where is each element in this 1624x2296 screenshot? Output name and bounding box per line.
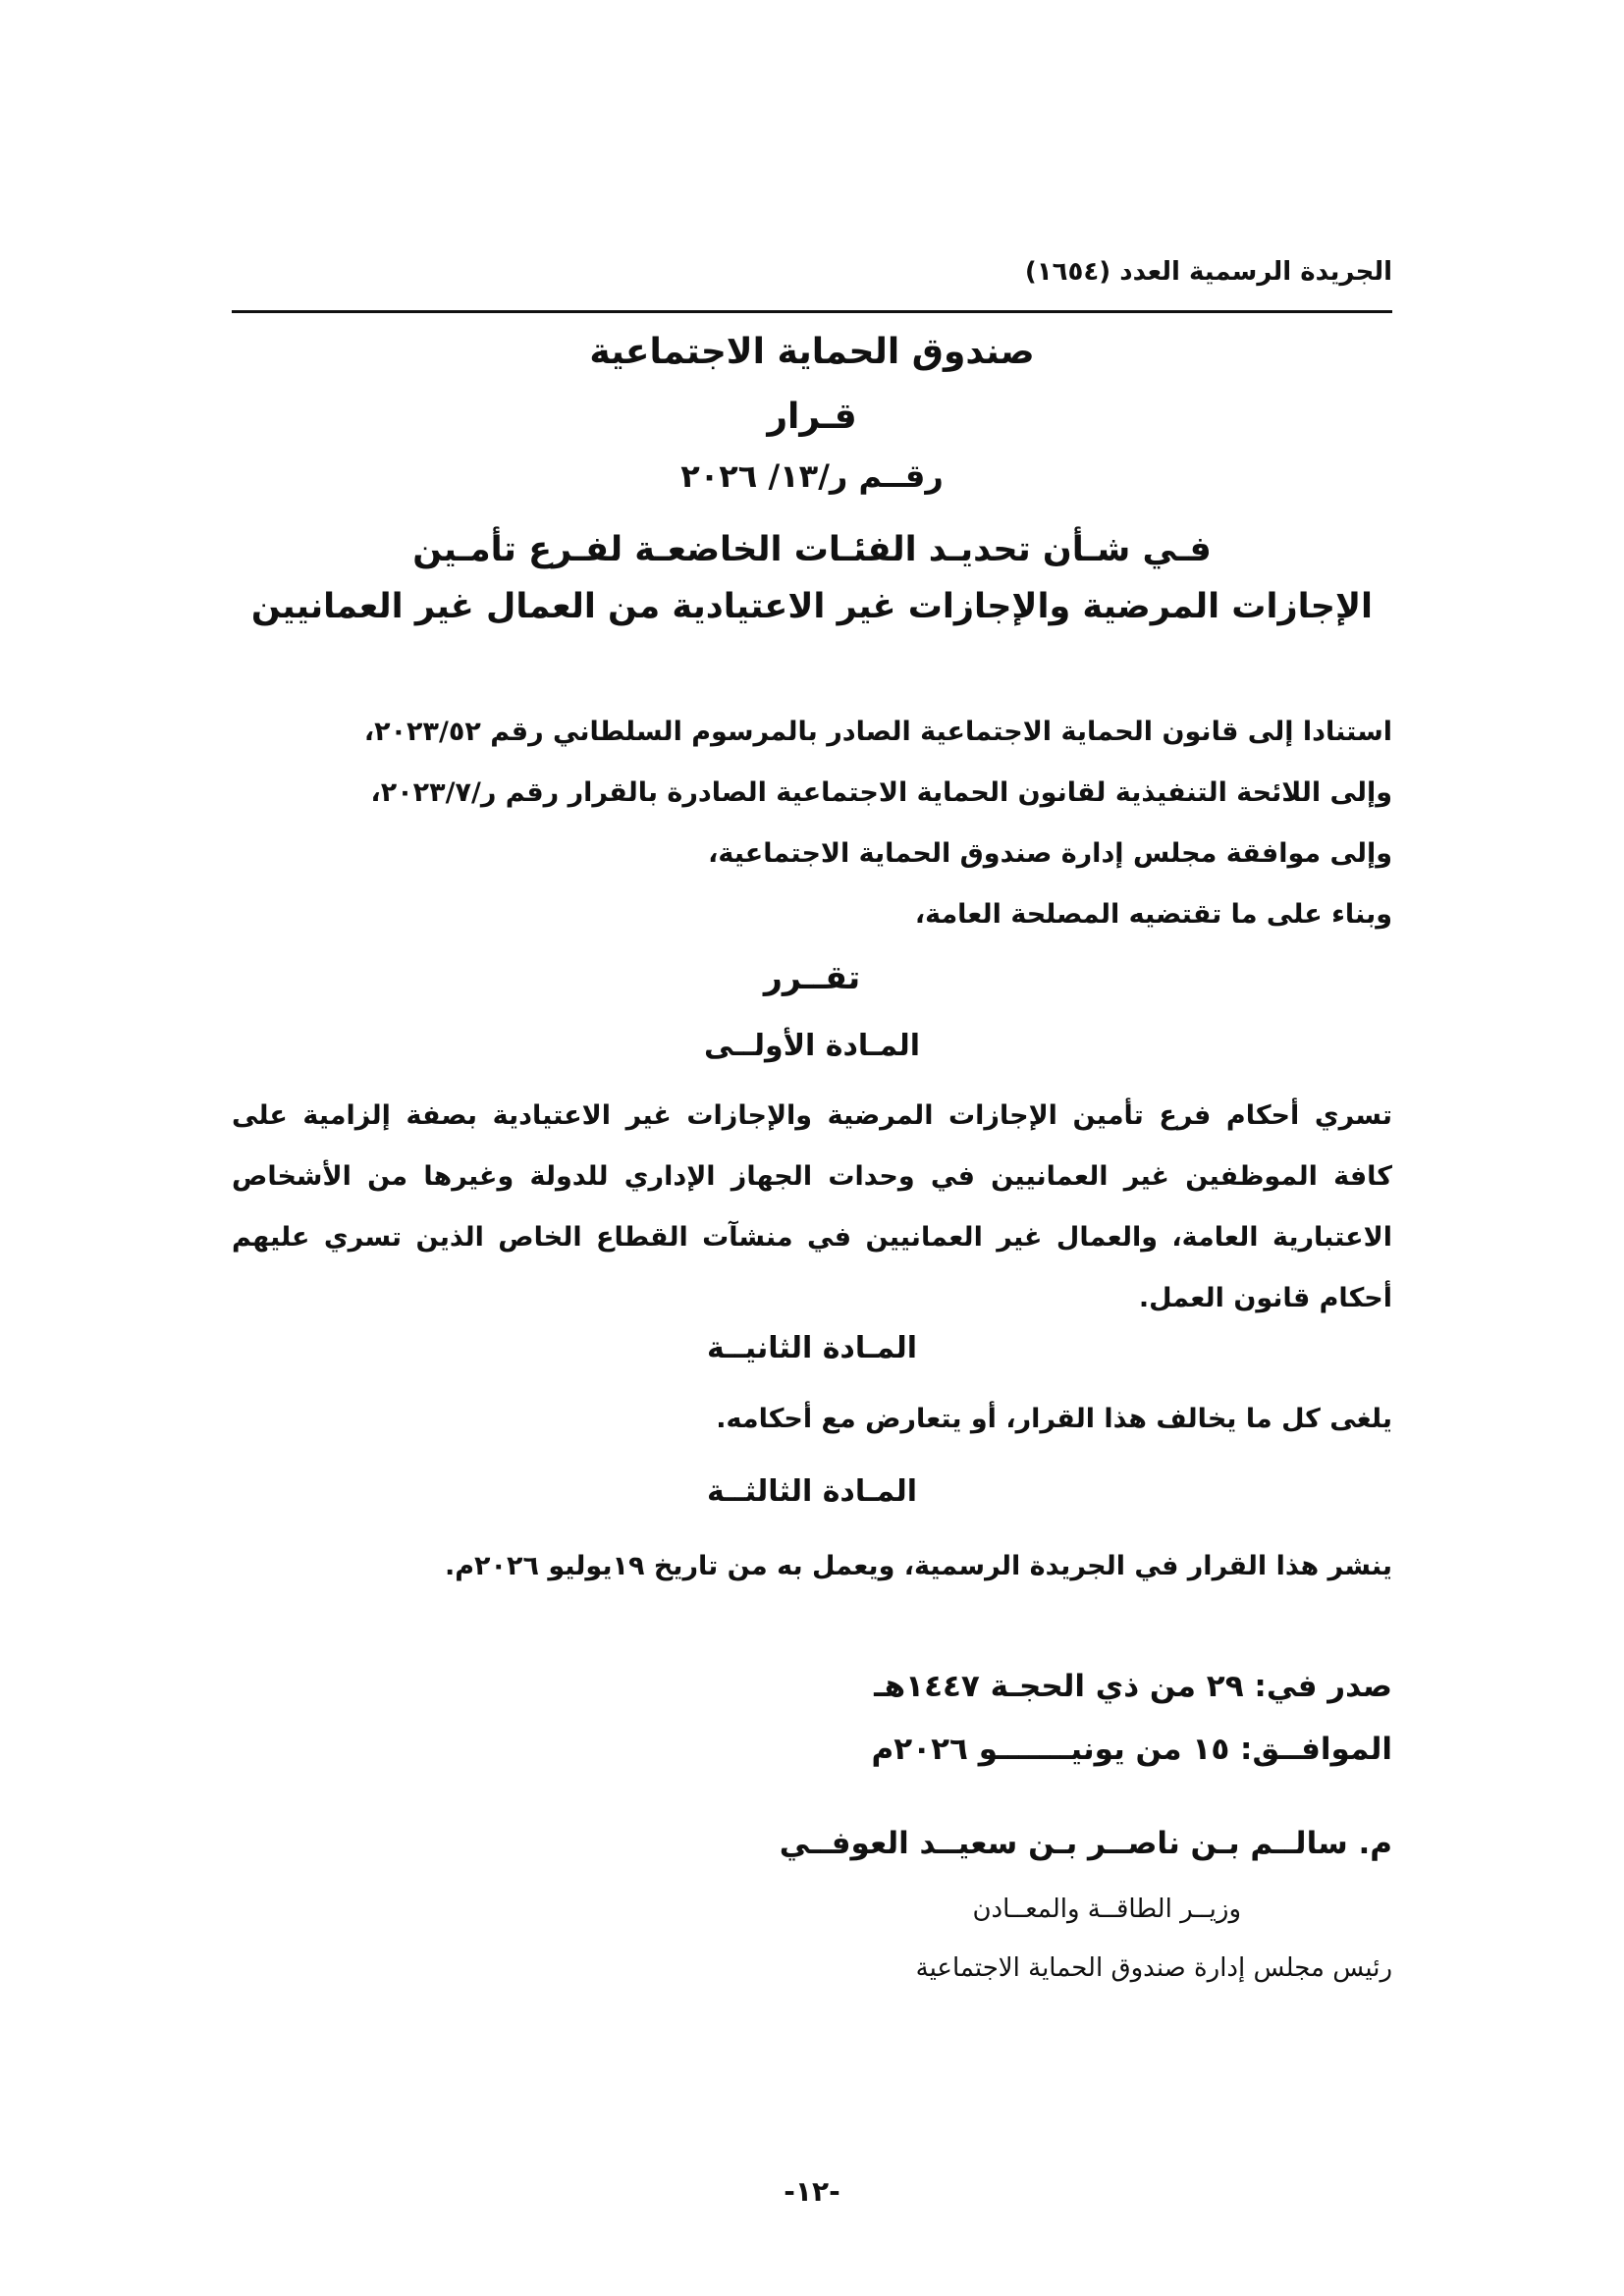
preamble-line: وبناء على ما تقتضيه المصلحة العامة، <box>914 899 1392 930</box>
decision-number: رقــم ر/١٣/ ٢٠٢٦ <box>680 457 944 495</box>
preamble-line: استنادا إلى قانون الحماية الاجتماعية الصادر بالمرسوم السلطاني رقم ٢٠٢٣/٥٢، <box>363 717 1392 747</box>
article-heading: المـادة الثالثــة <box>707 1474 917 1509</box>
article-text: يلغى كل ما يخالف هذا القرار، أو يتعارض مع أحكامه. <box>716 1404 1392 1434</box>
preamble-line: وإلى موافقة مجلس إدارة صندوق الحماية الاجتماعية، <box>708 838 1392 869</box>
signatory-name: م. سالــم بـن ناصــر بـن سعيــد العوفــي <box>779 1826 1392 1861</box>
article-heading: المـادة الأولــى <box>703 1029 921 1063</box>
signatory-role: رئيس مجلس إدارة صندوق الحماية الاجتماعية <box>915 1953 1392 1983</box>
page-number: -١٢- <box>784 2175 840 2208</box>
decides-label: تقــرر <box>763 958 861 996</box>
signatory-title: وزيــر الطاقــة والمعــادن <box>972 1895 1241 1924</box>
article-text: ينشر هذا القرار في الجريدة الرسمية، ويعمل به من تاريخ ١٩يوليو ٢٠٢٦م. <box>444 1551 1392 1581</box>
corresponding-date: الموافــق: ١٥ من يونيـــــــو ٢٠٢٦م <box>871 1732 1392 1767</box>
article-text: تسري أحكام فرع تأمين الإجازات المرضية والإجازات غير الاعتيادية بصفة إلزامية على كافة الموظفين غير العمانيين في وحدات الجهاز الإداري للدولة وغيرها من الأشخاص الاعتبارية العامة، والعمال غير العمانيين في منشآت القطاع الخاص الذين تسري عليهم أحكام قانون العمل. <box>232 1100 1392 1313</box>
running-header: الجريدة الرسمية العدد (١٦٥٤) <box>1024 257 1392 287</box>
preamble-line: وإلى اللائحة التنفيذية لقانون الحماية الاجتماعية الصادرة بالقرار رقم ر/٢٠٢٣/٧، <box>370 777 1392 808</box>
article-heading: المـادة الثانيــة <box>707 1331 917 1365</box>
decision-label: قـرار <box>767 397 857 437</box>
issuing-entity: صندوق الحماية الاجتماعية <box>589 332 1035 372</box>
header-rule <box>232 310 1392 313</box>
subject-line-1: فـي شـأن تحديـد الفئـات الخاضعـة لفـرع تأمـين <box>412 530 1212 569</box>
subject-line-2: الإجازات المرضية والإجازات غير الاعتيادية من العمال غير العمانيين <box>250 587 1374 626</box>
issued-date: صدر في: ٢٩ من ذي الحجـة ١٤٤٧هـ <box>874 1669 1392 1704</box>
